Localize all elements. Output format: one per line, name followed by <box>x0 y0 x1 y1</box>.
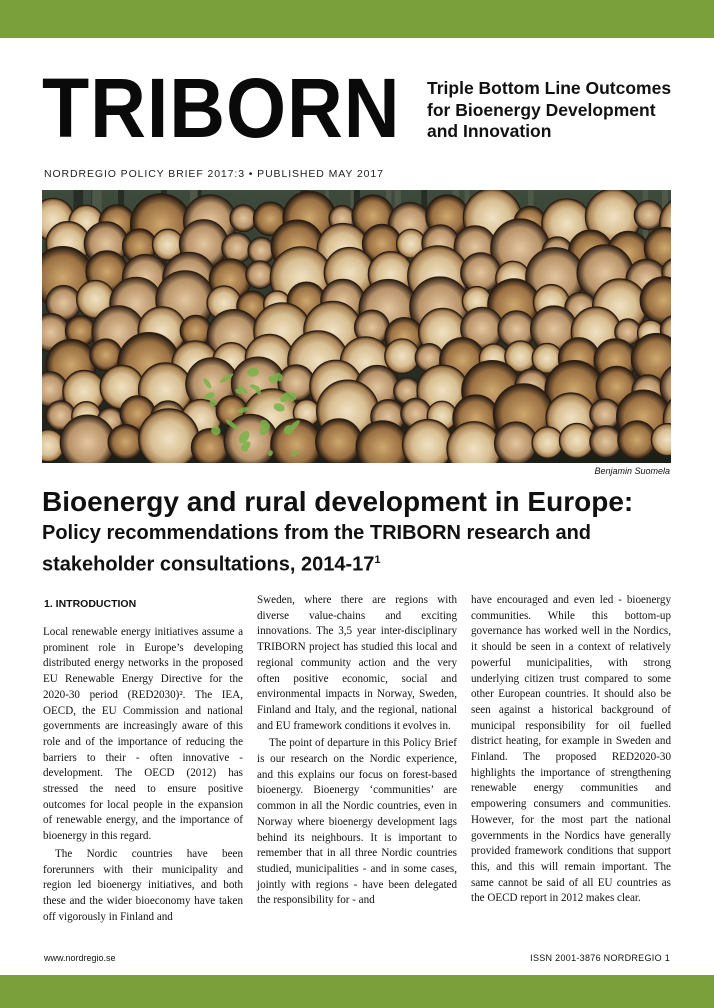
footnote-mark: 1 <box>374 554 381 566</box>
log-pile-illustration <box>42 190 671 463</box>
headline-title: Bioenergy and rural development in Europe: <box>42 486 634 517</box>
body-column-2 <box>257 593 457 909</box>
top-accent-bar <box>0 0 714 38</box>
cover-photo-log-pile <box>42 190 671 463</box>
body-column-3 <box>471 593 671 907</box>
footer-url[interactable]: www.nordregio.se <box>44 953 116 963</box>
masthead-title: TRIBORN <box>42 61 401 155</box>
section-heading: 1. INTRODUCTION <box>44 598 137 610</box>
body-column-1 <box>43 625 243 925</box>
masthead-tagline: Triple Bottom Line Outcomes for Bioenergy Development and Innovation <box>427 78 672 141</box>
paragraph: The Nordic countries have been forerunners with their municipality and region led bioenergy initiatives, and both these and the wider bioeconomy have taken off vigorously in Finland and <box>43 847 243 923</box>
paragraph: Sweden, where there are regions with diverse value-chains and exciting innovations. The 3,5 year inter-disciplinary TRIBORN project has studied this local and regional community action and the very often positive economic, social and environmental impacts in Norway, Sweden, Finland and Italy, and the regional, national and EU framework conditions it evolves in. <box>257 594 457 732</box>
photo-credit: Benjamin Suomela <box>594 466 670 476</box>
bottom-accent-bar <box>0 975 714 1008</box>
paragraph: have encouraged and even led - bioenergy communities. While this bottom-up governance has worked well in the Nordics, it should be seen in a context of relatively powerful municipalities, with strong underlying citizen trust compared to some other European countries. It should also be seen against a historical background of municipal responsibility for oil fuelled district heating, for example in Sweden and Finland. The proposed RED2020-30 highlights the importance of strengthening renewable energy communities and empowering consumers and communities. However, for the most part the national governments in the Nordics have generally provided framework conditions that support this, and this will remain important. The same cannot be said of all EU countries as the OECD report in 2012 makes clear. <box>471 594 671 905</box>
publication-series: NORDREGIO POLICY BRIEF 2017:3 • PUBLISHED MAY 2017 <box>44 168 384 180</box>
paragraph: The point of departure in this Policy Brief is our research on the Nordic experience, and this explains our focus on forest-based bioenergy. Bioenergy ‘communities’ are common in all the Nordic countries, even in Norway where bioenergy development lags behind its neighbours. It is important to remember that in all three Nordic countries studied, municipalities - and in some cases, jointly with regions - have been delegated the responsibility for - and <box>257 737 457 907</box>
paragraph: Local renewable energy initiatives assume a prominent role in Europe’s developing distributed energy networks in the proposed EU Renewable Energy Directive for the 2020-30 period (RED2030)². The IEA, OECD, the EU Commission and national governments are increasingly aware of this role and of the importance of reducing the barriers to their - often innovative - development. The OECD (2012) has stressed the need to ensure positive outcomes for local people in the expansion of renewable energy, and the importance of bioenergy in this regard. <box>43 626 243 843</box>
headline-subtitle-text: Policy recommendations from the TRIBORN research and stakeholder consultations, 2014-17 <box>42 522 592 576</box>
footer-issn-page: ISSN 2001-3876 NORDREGIO 1 <box>530 953 670 963</box>
headline-subtitle <box>42 520 682 579</box>
